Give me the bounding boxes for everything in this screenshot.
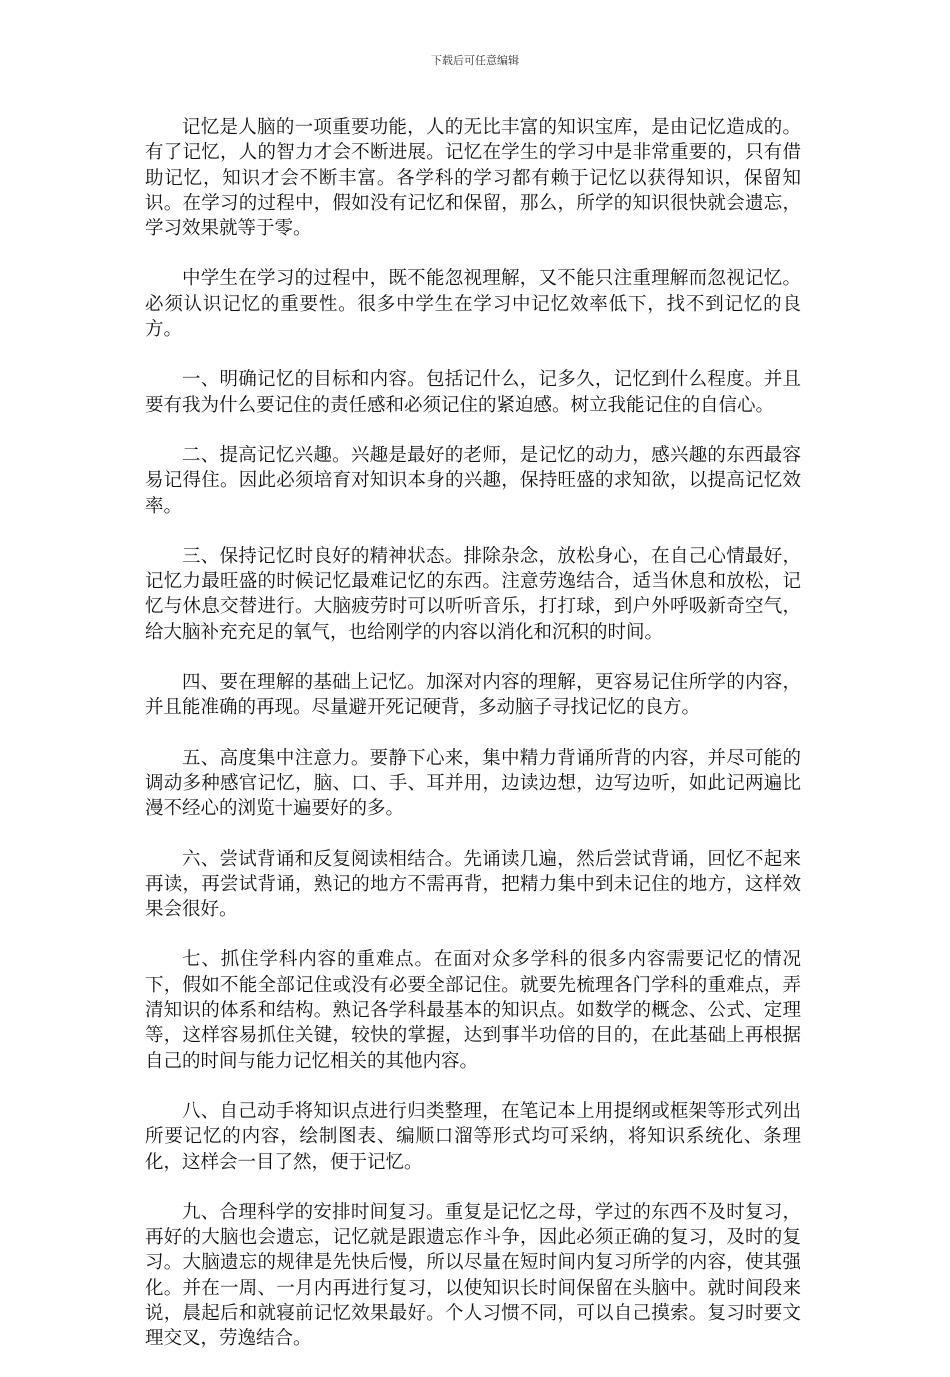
paragraph-tip-8: 八、自己动手将知识点进行归类整理，在笔记本上用提纲或框架等形式列出所要记忆的内容，绘制图表、编顺口溜等形式均可采纳，将知识系统化、条理化，这样会一目了然，便于记忆。 [145,1100,801,1173]
page-header-note: 下载后可任意编辑 [431,54,519,67]
paragraph-tip-4: 四、要在理解的基础上记忆。加深对内容的理解，更容易记住所学的内容，并且能准确的再现。尽量避开死记硬背，多动脑子寻找记忆的良方。 [145,672,801,719]
paragraph-tip-5: 五、高度集中注意力。要静下心来，集中精力背诵所背的内容，并尽可能的调动多种感官记忆，脑、口、手、耳并用，边读边想，边写边听，如此记两遍比漫不经心的浏览十遍要好的多。 [145,747,801,820]
document-body [145,115,801,1377]
paragraph-tip-6: 六、尝试背诵和反复阅读相结合。先诵读几遍，然后尝试背诵，回忆不起来再读，再尝试背诵，熟记的地方不需再背，把精力集中到未记住的地方，这样效果会很好。 [145,848,801,921]
paragraph-tip-3: 三、保持记忆时良好的精神状态。排除杂念，放松身心，在自己心情最好，记忆力最旺盛的时候记忆最难记忆的东西。注意劳逸结合，适当休息和放松，记忆与休息交替进行。大脑疲劳时可以听听音乐，打打球，到户外呼吸新奇空气，给大脑补充充足的氧气，也给刚学的内容以消化和沉积的时间。 [145,545,801,643]
paragraph-tip-7: 七、抓住学科内容的重难点。在面对众多学科的很多内容需要记忆的情况下，假如不能全部记住或没有必要全部记住。就要先梳理各门学科的重难点，弄清知识的体系和结构。熟记各学科最基本的知识点。如数学的概念、公式、定理等，这样容易抓住关键，较快的掌握，达到事半功倍的目的，在此基础上再根据自己的时间与能力记忆相关的其他内容。 [145,949,801,1072]
paragraph-intro: 记忆是人脑的一项重要功能，人的无比丰富的知识宝库，是由记忆造成的。有了记忆，人的智力才会不断进展。记忆在学生的学习中是非常重要的，只有借助记忆，知识才会不断丰富。各学科的学习都有赖于记忆以获得知识，保留知识。在学习的过程中，假如没有记忆和保留，那么，所学的知识很快就会遗忘，学习效果就等于零。 [145,117,801,240]
paragraph-tip-1: 一、明确记忆的目标和内容。包括记什么，记多久，记忆到什么程度。并且要有我为什么要记住的责任感和必须记住的紧迫感。树立我能记住的自信心。 [145,369,801,416]
paragraph-tip-9: 九、合理科学的安排时间复习。重复是记忆之母，学过的东西不及时复习，再好的大脑也会遗忘，记忆就是跟遗忘作斗争，因此必须正确的复习，及时的复习。大脑遗忘的规律是先快后慢，所以尽量在短时间内复习所学的内容，使其强化。并在一周、一月内再进行复习，以使知识长时间保留在头脑中。就时间段来说，晨起后和就寝前记忆效果最好。个人习惯不同，可以自己摸索。复习时要文理交叉，劳逸结合。 [145,1201,801,1350]
paragraph-tip-2: 二、提高记忆兴趣。兴趣是最好的老师，是记忆的动力，感兴趣的东西最容易记得住。因此必须培育对知识本身的兴趣，保持旺盛的求知欲，以提高记忆效率。 [145,444,801,517]
paragraph-importance: 中学生在学习的过程中，既不能忽视理解，又不能只注重理解而忽视记忆。必须认识记忆的重要性。很多中学生在学习中记忆效率低下，找不到记忆的良方。 [145,268,801,341]
